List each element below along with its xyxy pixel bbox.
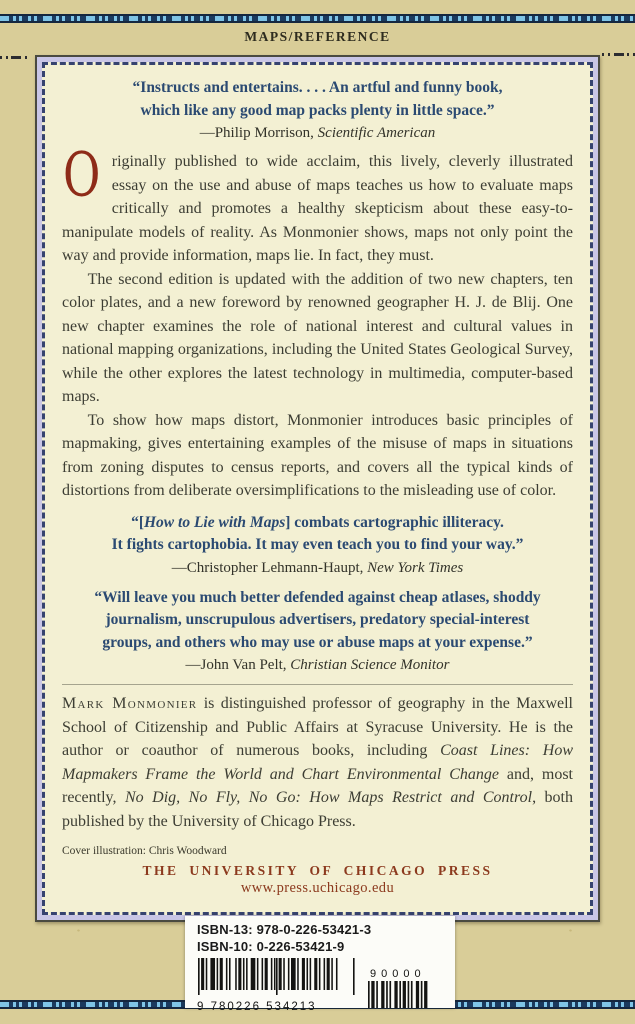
- quote-line: which like any good map packs plenty in little space.”: [140, 101, 495, 119]
- review-attribution-lehmann-haupt: [62, 558, 573, 579]
- synopsis-paragraph-1: [62, 140, 573, 268]
- book-title-italic: No Dig, No Fly, No Go: How Maps Restrict and Control: [124, 789, 533, 806]
- quote-line: It fights cartophobia. It may even teach you to find your way.”: [111, 536, 524, 553]
- ean-barcode-bars: [197, 958, 357, 996]
- synopsis-paragraph-3: To show how maps distort, Monmonier introduces basic principles of mapmaking, gives entertaining examples of the misuse of maps in situations from zoning disputes to census reports, and covers all the typical kinds of distortions from deliberate oversimplifications to the misleading use of color.: [62, 411, 573, 499]
- author-name-smallcaps: Mark Monmonier: [62, 695, 198, 712]
- bio-text: and, most recently,: [62, 765, 574, 806]
- blurb-panel: [35, 55, 600, 922]
- isbn13-text: ISBN-13: 978-0-226-53421-3: [197, 922, 372, 937]
- barcode-row: [197, 958, 455, 1013]
- quote-line: groups, and others who may use or abuse maps at your expense.”: [102, 633, 533, 651]
- right-edge-dash-ornament: [601, 53, 635, 56]
- price-barcode-bars: [367, 981, 433, 1008]
- attribution-name: —John Van Pelt,: [185, 657, 291, 673]
- publisher-url: www.press.uchicago.edu: [240, 880, 395, 896]
- book-title-italic: Coast Lines: How Mapmakers Frame the World and Chart Environmental Change: [62, 742, 573, 783]
- quote-line: [62, 512, 573, 535]
- review-quote-van-pelt: [62, 587, 573, 655]
- synopsis-paragraph-2: The second edition is updated with the addition of two new chapters, ten color plates, and a new foreword by renowned geographer H. J. de Blij. One new chapter examines the role of national interest and cultural values in national mapping organizations, including the United States Geological Survey, while the other explores the latest technology in multimedia, computer-based maps.: [62, 270, 573, 405]
- dropcap-letter: O: [63, 140, 101, 211]
- quote-text: “[: [131, 513, 144, 531]
- quote-line: “Will leave you much better defended against cheap atlases, shoddy: [94, 588, 541, 606]
- top-decorative-border: [0, 14, 635, 23]
- publisher-name: THE UNIVERSITY OF CHICAGO PRESS: [142, 863, 493, 878]
- quote-line: journalism, unscrupulous advertisers, predatory special-interest: [105, 611, 530, 628]
- left-edge-dash-ornament: [0, 56, 30, 59]
- attribution-source: New York Times: [367, 559, 464, 576]
- review-quote-lehmann-haupt: [62, 512, 573, 557]
- book-title-italic: How to Lie with Maps: [144, 513, 286, 531]
- attribution-name: —Christopher Lehmann-Haupt,: [171, 559, 368, 576]
- ean-barcode: [197, 958, 359, 1013]
- review-attribution-van-pelt: [62, 655, 573, 676]
- review-attribution-morrison: [62, 123, 573, 144]
- isbn10-text: ISBN-10: 0-226-53421-9: [197, 939, 345, 954]
- quote-line: “Instructs and entertains. . . . An artful and funny book,: [132, 79, 503, 96]
- ean-barcode-digits: 9 780226 534213: [197, 1001, 317, 1013]
- author-bio: [62, 692, 573, 833]
- bio-divider-rule: [62, 684, 573, 685]
- attribution-name: —Philip Morrison,: [199, 125, 318, 141]
- blurb-panel-inner: [42, 62, 593, 915]
- attribution-source: Christian Science Monitor: [290, 657, 450, 673]
- bio-text: is distinguished professor of geography in the Maxwell School of Citizenship and Public Affairs at Syracuse University. He is the author or coauthor of numerous books, including: [62, 695, 574, 759]
- cover-illustration-credit: Cover illustration: Chris Woodward: [62, 845, 227, 857]
- paragraph-text: riginally published to wide acclaim, this lively, cleverly illustrated essay on the use and abuse of maps teaches us how to evaluate maps critically and promotes a healthy skepticism about these easy-to-manipulate models of reality. As Monmonier shows, maps not only point the way and provide information, maps lie. In fact, they must.: [62, 153, 573, 264]
- quote-text: ] combats cartographic illiteracy.: [285, 513, 504, 531]
- review-quote-morrison: [62, 77, 573, 122]
- category-label: MAPS/REFERENCE: [244, 29, 391, 44]
- barcode-label: [185, 916, 455, 1013]
- attribution-source: Scientific American: [317, 125, 436, 141]
- price-code-digits: 90000: [370, 968, 426, 980]
- bio-text: , both published by the University of Chicago Press.: [62, 789, 574, 830]
- price-barcode: [367, 968, 433, 1013]
